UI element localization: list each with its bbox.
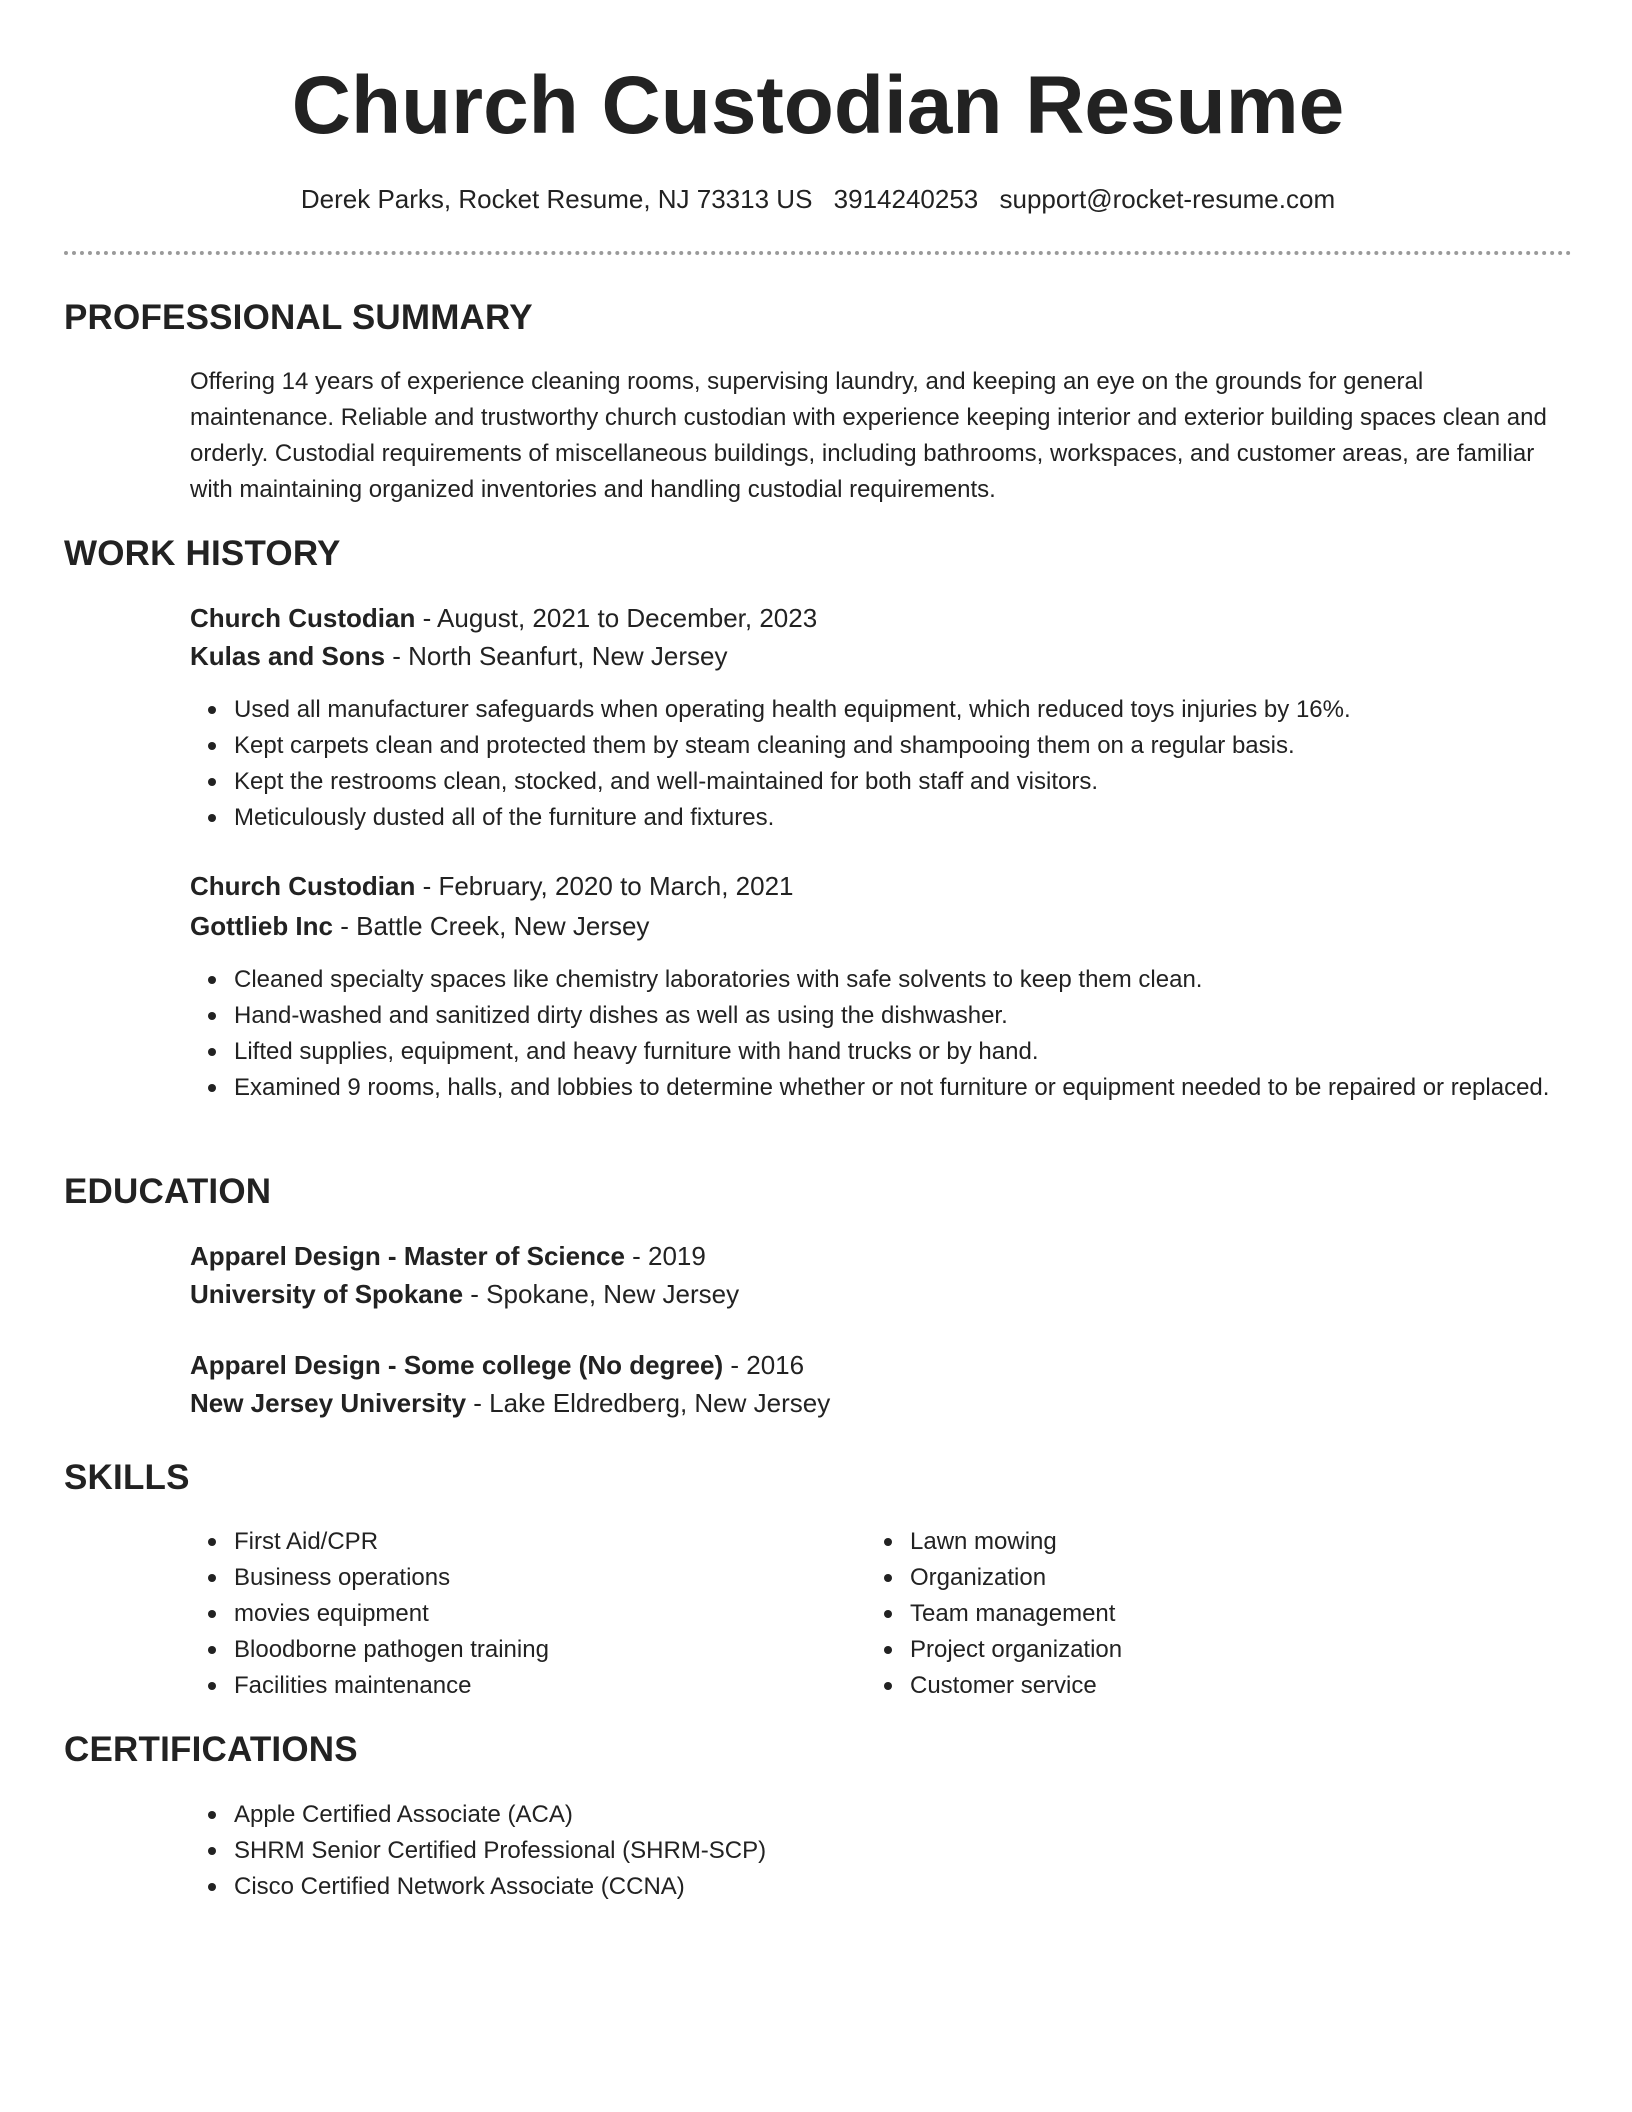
list-item: Project organization — [910, 1632, 1510, 1668]
school-name: New Jersey University — [190, 1388, 467, 1418]
resume-title: Church Custodian Resume — [291, 60, 1345, 151]
school-name: University of Spokane — [190, 1279, 464, 1309]
contact-line — [64, 182, 1572, 216]
list-item: Kept carpets clean and protected them by steam cleaning and shampooing them on a regular basis. — [234, 728, 1564, 764]
school-line — [190, 1385, 830, 1421]
list-item: Organization — [910, 1560, 1510, 1596]
job-dates: - August, 2021 to December, 2023 — [415, 603, 818, 633]
list-item: Apple Certified Associate (ACA) — [234, 1797, 1564, 1833]
section-heading-skills: SKILLS — [64, 1458, 190, 1497]
list-item: Cleaned specialty spaces like chemistry laboratories with safe solvents to keep them clean. — [234, 962, 1564, 998]
job-title: Church Custodian — [190, 871, 416, 901]
list-item: Lawn mowing — [910, 1524, 1510, 1560]
school-location: - Spokane, New Jersey — [463, 1279, 740, 1309]
job-company: Gottlieb Inc — [190, 911, 333, 941]
list-item: First Aid/CPR — [234, 1524, 834, 1560]
skills-list-right — [910, 1524, 1510, 1704]
list-item: Team management — [910, 1596, 1510, 1632]
school-line — [190, 1276, 739, 1312]
section-heading-certifications: CERTIFICATIONS — [64, 1730, 358, 1769]
list-item: Bloodborne pathogen training — [234, 1632, 834, 1668]
job-title-line — [190, 600, 817, 636]
list-item: Facilities maintenance — [234, 1668, 834, 1704]
contact-email: support@rocket-resume.com — [999, 184, 1336, 214]
degree: Apparel Design - Master of Science — [190, 1241, 625, 1271]
degree-year: - 2019 — [624, 1241, 706, 1271]
list-item: Lifted supplies, equipment, and heavy furniture with hand trucks or by hand. — [234, 1034, 1564, 1070]
contact-address: Derek Parks, Rocket Resume, NJ 73313 US — [300, 184, 813, 214]
job-location: - North Seanfurt, New Jersey — [385, 641, 728, 671]
section-heading-work-history: WORK HISTORY — [64, 534, 341, 573]
list-item: Cisco Certified Network Associate (CCNA) — [234, 1869, 1564, 1905]
contact-phone: 3914240253 — [833, 184, 979, 214]
list-item: SHRM Senior Certified Professional (SHRM-SCP) — [234, 1833, 1564, 1869]
job-title-line — [190, 868, 794, 904]
job-duties-list — [234, 692, 1564, 836]
job-title: Church Custodian — [190, 603, 416, 633]
list-item: movies equipment — [234, 1596, 834, 1632]
job-company: Kulas and Sons — [190, 641, 386, 671]
certifications-list — [234, 1797, 1564, 1905]
list-item: Kept the restrooms clean, stocked, and well-maintained for both staff and visitors. — [234, 764, 1564, 800]
list-item: Examined 9 rooms, halls, and lobbies to determine whether or not furniture or equipment needed to be repaired or replaced. — [234, 1070, 1564, 1106]
degree-line — [190, 1347, 804, 1383]
list-item: Meticulously dusted all of the furniture and fixtures. — [234, 800, 1564, 836]
section-heading-summary: PROFESSIONAL SUMMARY — [64, 298, 533, 337]
degree: Apparel Design - Some college (No degree) — [190, 1350, 724, 1380]
degree-line — [190, 1238, 706, 1274]
school-location: - Lake Eldredberg, New Jersey — [466, 1388, 831, 1418]
summary-text: Offering 14 years of experience cleaning rooms, supervising laundry, and keeping an eye on the grounds for general maintenance. Reliable and trustworthy church custodian with experience keeping interior and exterior building spaces clean and orderly. Custodial requirements of miscellaneous buildings, including bathrooms, workspaces, and customer areas, are familiar with maintaining organized inventories and handling custodial requirements. — [190, 368, 1547, 503]
job-company-line — [190, 908, 649, 944]
list-item: Business operations — [234, 1560, 834, 1596]
header-divider — [64, 251, 1572, 255]
degree-year: - 2016 — [723, 1350, 805, 1380]
list-item: Hand-washed and sanitized dirty dishes as well as using the dishwasher. — [234, 998, 1564, 1034]
job-duties-list — [234, 962, 1564, 1106]
skills-list-left — [234, 1524, 834, 1704]
list-item: Used all manufacturer safeguards when operating health equipment, which reduced toys injuries by 16%. — [234, 692, 1564, 728]
list-item: Customer service — [910, 1668, 1510, 1704]
section-heading-education: EDUCATION — [64, 1172, 272, 1211]
job-location: - Battle Creek, New Jersey — [333, 911, 650, 941]
job-company-line — [190, 638, 728, 674]
job-dates: - February, 2020 to March, 2021 — [415, 871, 794, 901]
